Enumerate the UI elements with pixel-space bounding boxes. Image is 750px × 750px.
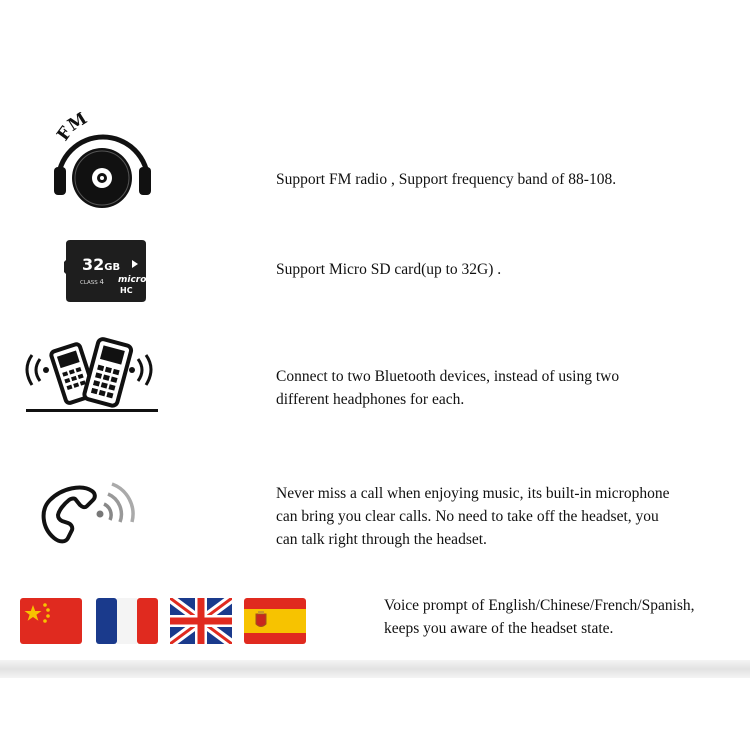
sd-capacity-label: 32GB <box>82 255 121 274</box>
bluetooth-feature-line-1: Connect to two Bluetooth devices, instead of using two <box>276 368 620 385</box>
fm-feature-text <box>276 168 616 191</box>
fm-radio-headphones-icon <box>50 112 155 212</box>
fm-feature-line: Support FM radio , Support frequency band of 88-108. <box>276 171 617 188</box>
bluetooth-feature-text <box>276 365 619 411</box>
fm-label: FM <box>53 112 91 145</box>
dual-phones-bluetooth-icon <box>18 335 163 415</box>
spain-flag-icon <box>244 598 306 644</box>
bluetooth-feature-line-2: different headphones for each. <box>276 391 465 408</box>
call-feature-line-2: can bring you clear calls. No need to take off the headset, you <box>276 508 659 525</box>
sd-class-label: CLASS 4 <box>80 278 104 286</box>
voice-prompt-line-1: Voice prompt of English/Chinese/French/Spanish, <box>384 597 695 614</box>
france-flag-icon <box>96 598 158 644</box>
sd-brand-label: micro <box>118 275 147 285</box>
sd-feature-line: Support Micro SD card(up to 32G) . <box>276 261 502 278</box>
call-feature-line-1: Never miss a call when enjoying music, its built-in microphone <box>276 485 670 502</box>
sd-hc-label: HC <box>120 286 133 295</box>
phone-call-icon <box>36 472 142 550</box>
sd-feature-text <box>276 258 501 281</box>
uk-flag-icon <box>170 598 232 644</box>
bottom-divider-band <box>0 660 750 678</box>
voice-prompt-feature-text <box>384 594 695 640</box>
call-feature-line-3: can talk right through the headset. <box>276 531 487 548</box>
china-flag-icon <box>20 598 82 644</box>
voice-prompt-line-2: keeps you aware of the headset state. <box>384 620 614 637</box>
micro-sd-card-icon <box>64 240 148 302</box>
call-feature-text <box>276 482 669 551</box>
